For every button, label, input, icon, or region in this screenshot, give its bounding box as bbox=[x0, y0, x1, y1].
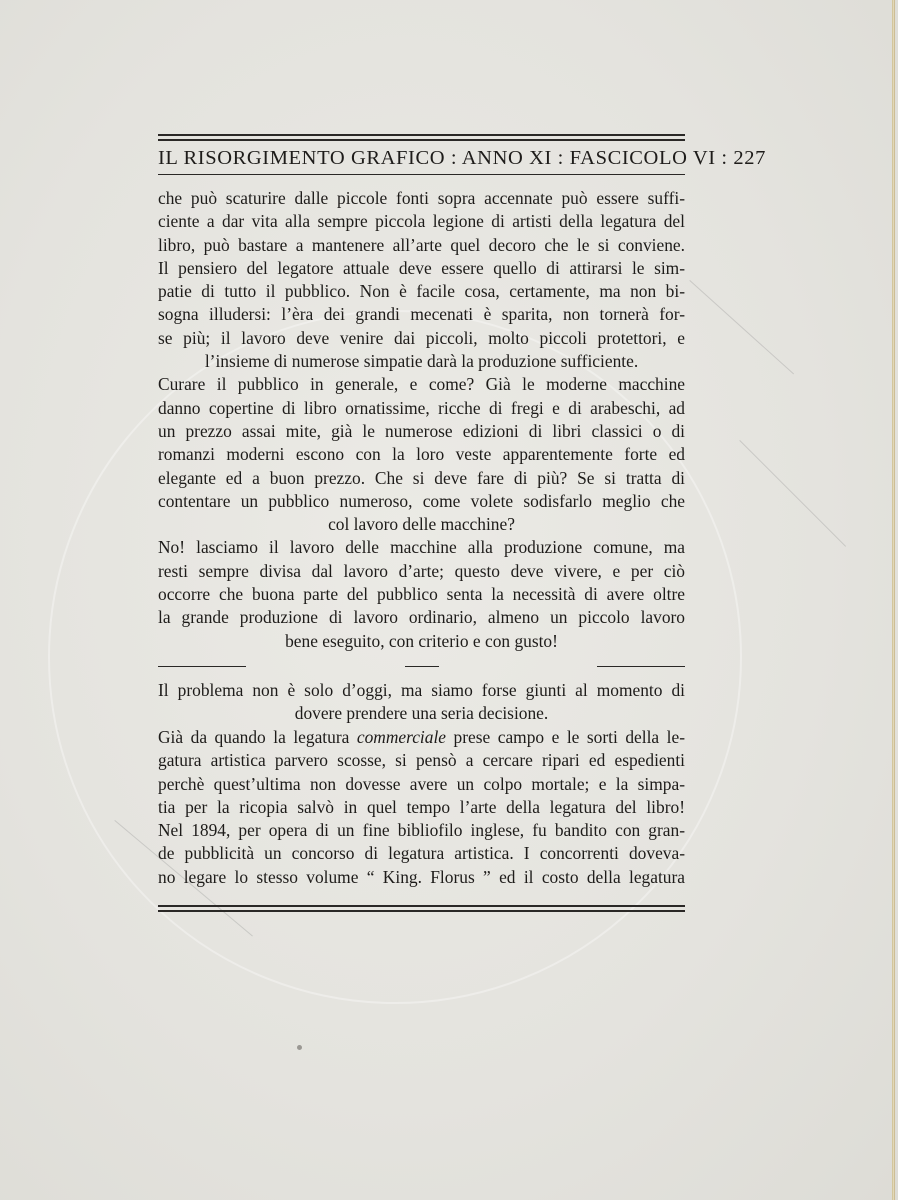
text-line: romanzi moderni escono con la loro veste apparentemente forte ed bbox=[158, 444, 685, 465]
text-line: resti sempre divisa dal lavoro d’arte; questo deve vivere, e per ciò bbox=[158, 560, 685, 581]
text-fragment: Già da quando la legatura bbox=[158, 727, 357, 747]
text-line: sogna illudersi: l’èra dei grandi mecenati è sparita, non tornerà for- bbox=[158, 304, 685, 325]
section-separator-right bbox=[597, 666, 685, 667]
text-line: che può scaturire dalle piccole fonti sopra accennate può essere suffi- bbox=[158, 188, 685, 208]
text-line: de pubblicità un concorso di legatura artistica. I concorrenti doveva- bbox=[158, 843, 685, 864]
text-line: danno copertine di libro ornatissime, ricche di fregi e di arabeschi, ad bbox=[158, 397, 685, 418]
section-separator-center bbox=[405, 666, 439, 667]
text-line: col lavoro delle macchine? bbox=[328, 514, 515, 535]
paragraph-block-3 bbox=[158, 726, 685, 889]
text-line: la grande produzione di lavoro ordinario, almeno un piccolo lavoro bbox=[158, 607, 685, 628]
text-line: elegante ed a buon prezzo. Che si deve fare di più? Se si tratta di bbox=[158, 467, 685, 488]
text-line: libro, può bastare a mantenere all’arte quel decoro che le si conviene. bbox=[158, 234, 685, 255]
text-line: dovere prendere una seria decisione. bbox=[294, 703, 549, 724]
italic-term: commerciale bbox=[356, 727, 447, 747]
text-line: Il pensiero del legatore attuale deve essere quello di attirarsi le sim- bbox=[158, 257, 685, 278]
paragraph-block-2 bbox=[158, 679, 685, 726]
text-line: contentare un pubblico numeroso, come volete sodisfarlo meglio che bbox=[158, 490, 685, 511]
page-edge bbox=[892, 0, 895, 1200]
section-separator-left bbox=[158, 666, 246, 667]
header-bottom-rule bbox=[158, 174, 685, 175]
text-line bbox=[158, 726, 685, 749]
text-line: tia per la ricopia salvò in quel tempo l’arte della legatura del libro! bbox=[158, 796, 685, 817]
text-line: patie di tutto il pubblico. Non è facile cosa, certamente, ma non bi- bbox=[158, 281, 685, 302]
text-line: l’insieme di numerose simpatie darà la produzione sufficiente. bbox=[204, 351, 639, 372]
paragraph-block-1 bbox=[158, 187, 685, 653]
text-line: ciente a dar vita alla sempre piccola legione di artisti della legatura del bbox=[158, 211, 685, 232]
text-line: bene eseguito, con criterio e con gusto! bbox=[285, 630, 558, 651]
text-line: Curare il pubblico in generale, e come? Già le moderne macchine bbox=[158, 374, 685, 395]
text-line: occorre che buona parte del pubblico senta la necessità di avere oltre bbox=[158, 584, 685, 605]
text-line: Nel 1894, per opera di un fine bibliofilo inglese, fu bandito con gran- bbox=[158, 820, 685, 841]
header-top-rule bbox=[158, 134, 685, 141]
text-line: No! lasciamo il lavoro delle macchine alla produzione comune, ma bbox=[158, 537, 685, 558]
text-fragment: prese campo e le sorti della le- bbox=[446, 727, 685, 747]
text-line: gatura artistica parvero scosse, si pensò a cercare ripari ed espedienti bbox=[158, 750, 685, 771]
text-line: Il problema non è solo d’oggi, ma siamo forse giunti al momento di bbox=[158, 680, 685, 700]
footer-rule bbox=[158, 905, 685, 912]
text-line: perchè quest’ultima non dovesse avere un colpo mortale; e la simpa- bbox=[158, 773, 685, 794]
text-line: no legare lo stesso volume “ King. Florus ” ed il costo della legatura bbox=[158, 866, 685, 887]
text-line: un prezzo assai mite, già le numerose edizioni di libri classici o di bbox=[158, 420, 685, 441]
dust-speck bbox=[297, 1045, 302, 1050]
running-head: IL RISORGIMENTO GRAFICO : ANNO XI : FASCICOLO VI : 227 bbox=[158, 147, 766, 169]
text-line: se più; il lavoro deve venire dai piccoli, molto piccoli protettori, e bbox=[158, 327, 685, 348]
